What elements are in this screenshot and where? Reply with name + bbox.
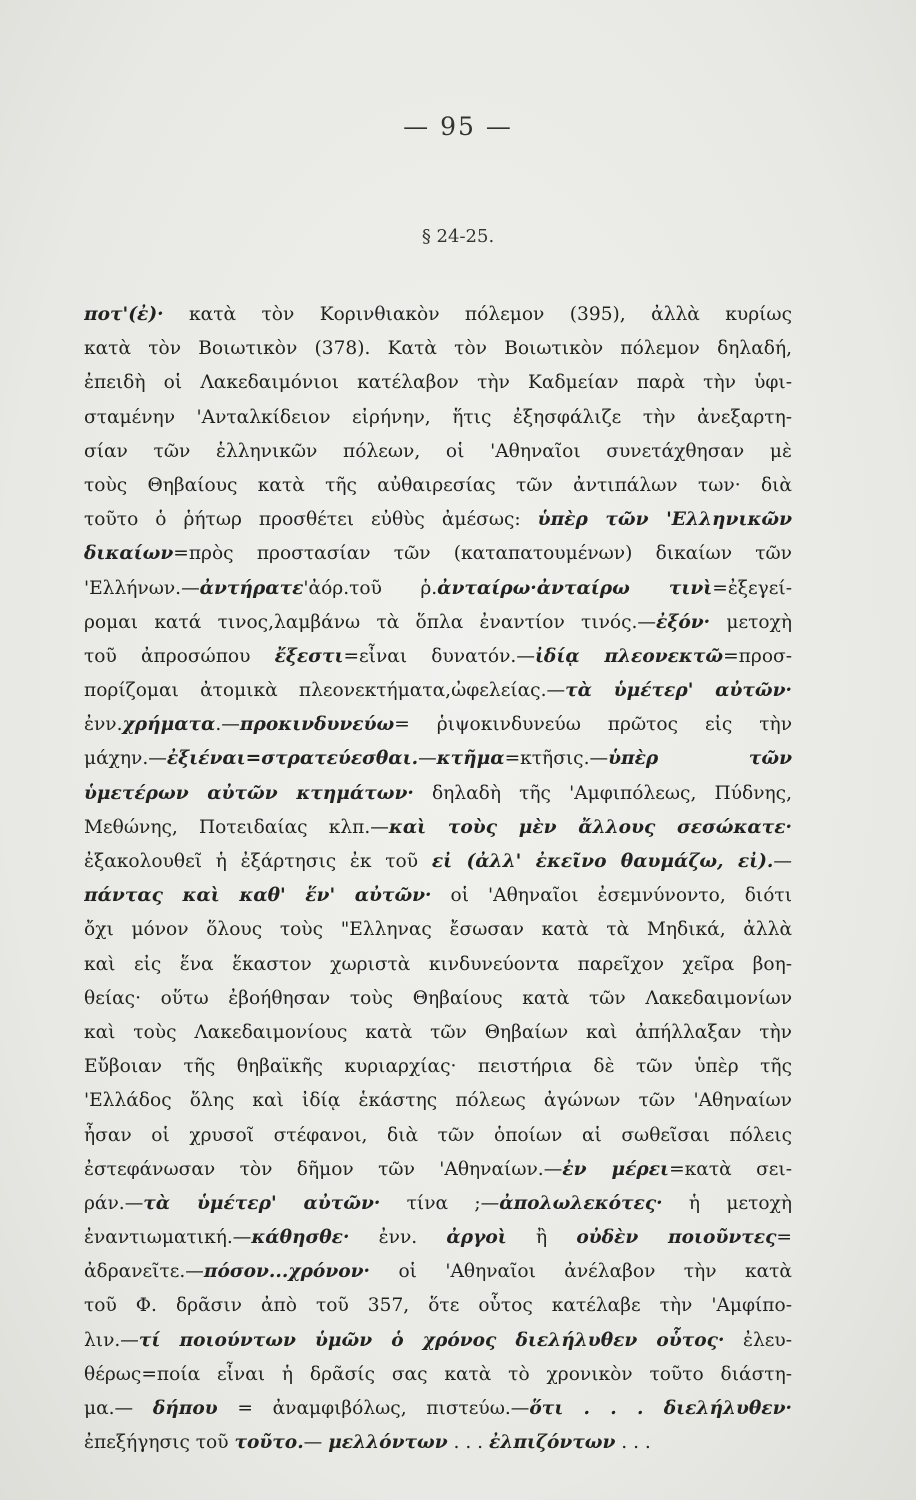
gloss-text: ἡ μετοχὴ — [662, 1192, 792, 1214]
gloss-text: ἐλευ- — [724, 1329, 792, 1351]
text-line — [84, 1324, 792, 1358]
gloss-text: =κατὰ σει- — [669, 1158, 792, 1180]
text-line — [84, 1016, 792, 1050]
gloss-text: Μεθώνης, Ποτειδαίας κλπ.— — [84, 816, 389, 838]
lemma-text: τοῦτο. — [234, 1432, 304, 1454]
text-line — [84, 435, 792, 469]
gloss-text: ἐπεξήγησις τοῦ — [84, 1432, 235, 1454]
gloss-text: σίαν τῶν ἑλληνικῶν πόλεων, οἱ 'Αθηναῖοι συνετάχθησαν μὲ — [84, 440, 792, 462]
lemma-text: τὰ ὑμέτερ' αὐτῶν· — [565, 680, 792, 702]
gloss-text: οἱ 'Αθηναῖοι ἐσεμνύνοντο, διότι — [431, 885, 792, 907]
text-line — [84, 879, 792, 913]
gloss-text: καὶ τοὺς Λακεδαιμονίους κατὰ τῶν Θηβαίων καὶ ἀπήλλαξαν τὴν — [84, 1021, 792, 1043]
text-line — [84, 811, 792, 845]
text-line — [84, 1119, 792, 1153]
gloss-text: τοὺς Θηβαίους κατὰ τῆς αὐθαιρεσίας τῶν ἀντιπάλων των· διὰ — [84, 474, 792, 496]
lemma-text: ἀργοὶ — [446, 1227, 507, 1249]
lemma-text: δικαίων — [84, 543, 174, 565]
text-line — [84, 1084, 792, 1118]
lemma-text: πόσον...χρόνον· — [203, 1261, 371, 1283]
gloss-text: πορίζομαι ἀτομικὰ πλεονεκτήματα,ὠφελείας.— — [84, 680, 566, 702]
text-line — [84, 708, 792, 742]
lemma-text: ἐν μέρει — [562, 1158, 670, 1180]
text-line — [84, 469, 792, 503]
gloss-text: τοῦ ἀπροσώπου — [84, 645, 275, 667]
gloss-text: =προσ- — [723, 645, 792, 667]
lemma-text: ἰδίᾳ πλεονεκτῶ — [534, 645, 724, 667]
gloss-text: ἢ — [506, 1227, 577, 1249]
text-line — [84, 572, 792, 606]
text-line — [84, 401, 792, 435]
lemma-text: προκινδυνεύω — [239, 714, 395, 736]
text-line — [84, 332, 792, 366]
gloss-text: . . . — [615, 1432, 651, 1454]
gloss-text: ἐπειδὴ οἱ Λακεδαιμόνιοι κατέλαβον τὴν Καδμείαν παρὰ τὴν ὑφι- — [84, 372, 792, 394]
page-number: — 95 — — [403, 112, 513, 141]
lemma-text: μελλόντων — [328, 1432, 448, 1454]
lemma-text: ὑπὲρ τῶν — [608, 748, 792, 770]
section-heading: § 24-25. — [421, 226, 495, 247]
lemma-text: εἰ (ἀλλ' ἐκεῖνο θαυμάζω, εἰ). — [431, 851, 774, 872]
text-line — [84, 1426, 792, 1460]
gloss-text: θέρως=ποία εἶναι ἡ δρᾶσίς σας κατὰ τὸ χρονικὸν τοῦτο διάστη- — [84, 1363, 792, 1385]
lemma-text: καὶ τοὺς μὲν ἄλλους σεσώκατε· — [388, 816, 792, 838]
text-line — [84, 1289, 792, 1323]
gloss-text: κατὰ τὸν Βοιωτικὸν (378). Κατὰ τὸν Βοιωτικὸν πόλεμον δηλαδή, — [84, 338, 792, 360]
text-line — [84, 1187, 792, 1221]
lemma-text: πάντας καὶ καθ' ἕν' αὐτῶν· — [84, 885, 432, 907]
text-line — [84, 537, 792, 571]
lemma-text: ἐξιέναι=στρατεύεσθαι. — [166, 748, 419, 770]
gloss-text: . . . — [447, 1432, 489, 1454]
gloss-text: ἐξακολουθεῖ ἡ ἐξάρτησις ἐκ τοῦ — [84, 851, 432, 872]
lemma-text: ὅτι . . . διελήλυθεν· — [529, 1398, 792, 1419]
lemma-text: ἀνταίρω·ἀνταίρω τινὶ — [437, 577, 713, 599]
text-line — [84, 674, 792, 708]
gloss-text: =κτῆσις.— — [504, 748, 609, 770]
gloss-text: ρομαι κατά τινος,λαμβάνω τὰ ὅπλα ἐναντίον τινός.— — [84, 611, 657, 633]
text-line — [84, 982, 792, 1016]
gloss-text: μα.— — [84, 1398, 153, 1419]
text-line — [84, 948, 792, 982]
text-line — [84, 1392, 792, 1426]
lemma-text: ἔξεστι — [274, 645, 344, 667]
gloss-text: ἦσαν οἱ χρυσοῖ στέφανοι, διὰ τῶν ὁποίων αἱ σωθεῖσαι πόλεις — [84, 1124, 792, 1146]
lemma-text: τὰ ὑμέτερ' αὐτῶν· — [143, 1192, 381, 1214]
gloss-text: ἀδρανεῖτε.— — [84, 1261, 204, 1283]
text-line — [84, 1358, 792, 1392]
gloss-text: — — [773, 851, 792, 872]
gloss-text: =πρὸς προστασίαν τῶν (καταπατουμένων) δικαίων τῶν — [173, 543, 792, 565]
gloss-text: Εὔβοιαν τῆς θηβαϊκῆς κυριαρχίας· πειστήρια δὲ τῶν ὑπὲρ τῆς — [84, 1056, 792, 1078]
gloss-text: καὶ εἰς ἕνα ἕκαστον χωριστὰ κινδυνεύοντα παρεῖχον χεῖρα βοη- — [84, 953, 792, 975]
text-line — [84, 1221, 792, 1255]
lemma-text: κάθησθε· — [251, 1227, 350, 1249]
lemma-text: χρήματα — [122, 714, 216, 736]
gloss-text: τοῦ Φ. δρᾶσιν ἀπὸ τοῦ 357, ὅτε οὗτος κατέλαβε τὴν 'Αμφίπο- — [84, 1295, 792, 1317]
gloss-text: μετοχὴ — [710, 611, 792, 633]
lemma-text: ἀπολωλεκότες· — [499, 1192, 663, 1214]
lemma-text: δήπου — [152, 1398, 218, 1419]
text-line — [84, 640, 792, 674]
lemma-text: ὑμετέρων αὐτῶν κτημάτων· — [84, 782, 414, 804]
gloss-text: κατὰ τὸν Κορινθιακὸν πόλεμον (395), ἀλλὰ κυρίως — [163, 304, 792, 325]
gloss-text: 'ἀόρ.τοῦ ῥ. — [303, 577, 438, 599]
gloss-text: δηλαδὴ τῆς 'Αμφιπόλεως, Πύδνης, — [413, 782, 792, 804]
text-line — [84, 1255, 792, 1289]
text-line — [84, 742, 792, 776]
gloss-text: τοῦτο ὁ ῥήτωρ προσθέτει εὐθὺς ἀμέσως: — [84, 509, 538, 531]
gloss-text: λιν.— — [84, 1329, 139, 1351]
gloss-text: ὄχι μόνον ὅλους τοὺς "Ελληνας ἔσωσαν κατὰ τὰ Μηδικά, ἀλλὰ — [84, 919, 792, 941]
gloss-text: 'Ελλήνων.— — [84, 577, 200, 599]
gloss-text: 'Ελλάδος ὅλης καὶ ἰδίᾳ ἑκάστης πόλεως ἀγώνων τῶν 'Αθηναίων — [84, 1090, 792, 1112]
gloss-text: ἐνν. — [349, 1227, 447, 1249]
lemma-text: ἀντήρατε — [199, 577, 304, 599]
gloss-text: — — [418, 748, 437, 770]
text-line — [84, 503, 792, 537]
text-line — [84, 1153, 792, 1187]
gloss-text: = ῥιψοκινδυνεύω πρῶτος εἰς τὴν — [394, 714, 792, 736]
gloss-text: =εἶναι δυνατόν.— — [343, 645, 535, 667]
lemma-text: ἐλπιζόντων — [488, 1432, 616, 1454]
gloss-text: μάχην.— — [84, 748, 167, 770]
text-line — [84, 777, 792, 811]
text-line — [84, 366, 792, 400]
commentary-text — [84, 298, 792, 1460]
lemma-text: κτῆμα — [436, 748, 505, 770]
text-line — [84, 606, 792, 640]
gloss-text: .— — [215, 714, 240, 736]
gloss-text: = ἀναμφιβόλως, πιστεύω.— — [217, 1398, 530, 1419]
text-line — [84, 913, 792, 947]
lemma-text: ποτ'(ἐ)· — [84, 304, 164, 325]
gloss-text: ἐνν. — [84, 714, 123, 736]
lemma-text: τί ποιούντων ὑμῶν ὁ χρόνος διελήλυθεν οὗτος· — [138, 1329, 725, 1351]
text-line — [84, 1050, 792, 1084]
gloss-text: σταμένην 'Ανταλκίδειον εἰρήνην, ἥτις ἐξησφάλιζε τὴν ἀνεξαρτη- — [84, 406, 792, 428]
text-line — [84, 298, 792, 332]
text-line — [84, 845, 792, 879]
lemma-text: ὑπὲρ τῶν 'Ελληνικῶν — [537, 509, 792, 531]
gloss-text: θείας· οὕτω ἐβοήθησαν τοὺς Θηβαίους κατὰ τῶν Λακεδαιμονίων — [84, 987, 792, 1009]
gloss-text: — — [303, 1432, 329, 1454]
gloss-text: ράν.— — [84, 1192, 144, 1214]
gloss-text: =ἐξεγεί- — [712, 577, 792, 599]
lemma-text: ἐξόν· — [656, 611, 711, 633]
gloss-text: = — [776, 1227, 792, 1249]
lemma-text: οὐδὲν ποιοῦντες — [576, 1227, 777, 1249]
gloss-text: ἐναντιωματική.— — [84, 1227, 252, 1249]
gloss-text: τίνα ;— — [380, 1192, 500, 1214]
gloss-text: ἐστεφάνωσαν τὸν δῆμον τῶν 'Αθηναίων.— — [84, 1158, 563, 1180]
gloss-text: οἱ 'Αθηναῖοι ἀνέλαβον τὴν κατὰ — [370, 1261, 792, 1283]
